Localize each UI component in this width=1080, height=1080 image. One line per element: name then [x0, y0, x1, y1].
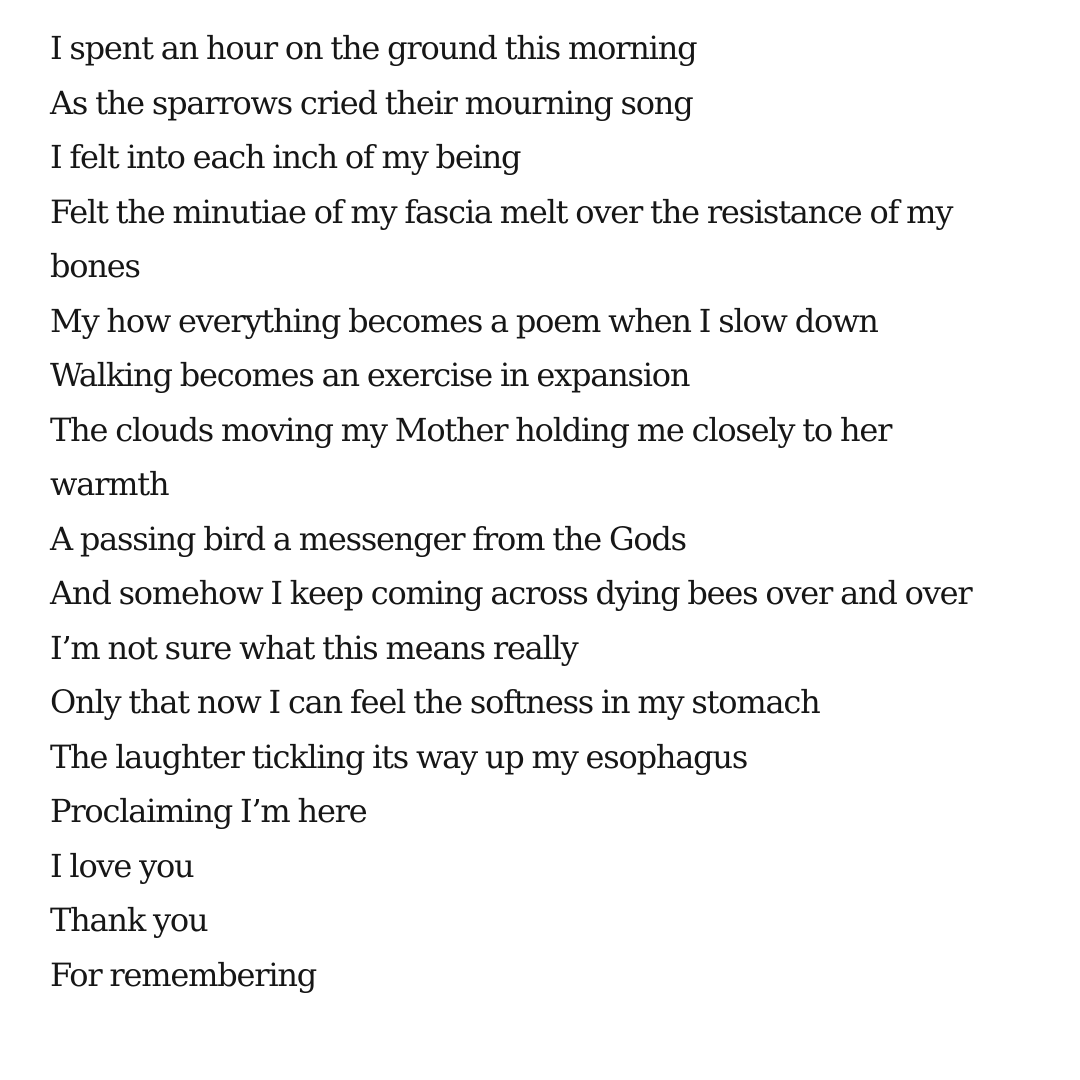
poem-text	[50, 21, 1060, 1002]
poem-line: warmth	[50, 465, 169, 503]
poem-line: Thank you	[50, 901, 208, 939]
poem-line: I’m not sure what this means really	[50, 628, 578, 667]
poem-line: As the sparrows cried their mourning song	[50, 83, 693, 122]
poem-line: Only that now I can feel the softness in my stomach	[50, 683, 820, 721]
poem-line: Walking becomes an exercise in expansion	[50, 356, 690, 394]
poem-line: Felt the minutiae of my fascia melt over the resistance of my	[50, 192, 953, 231]
poem-line: I love you	[50, 846, 194, 885]
poem-line: The laughter tickling its way up my esophagus	[50, 737, 748, 776]
poem-line: The clouds moving my Mother holding me closely to her	[50, 410, 892, 449]
poem-line: I felt into each inch of my being	[50, 138, 521, 176]
poem-line: My how everything becomes a poem when I slow down	[50, 301, 878, 340]
poem-line: bones	[50, 247, 140, 285]
poem-line: And somehow I keep coming across dying bees over and over	[50, 574, 972, 612]
poem-line: A passing bird a messenger from the Gods	[50, 519, 686, 558]
poem-line: Proclaiming I’m here	[50, 792, 367, 830]
poem-line: I spent an hour on the ground this morning	[50, 29, 697, 67]
poem-line: For remembering	[50, 955, 317, 994]
